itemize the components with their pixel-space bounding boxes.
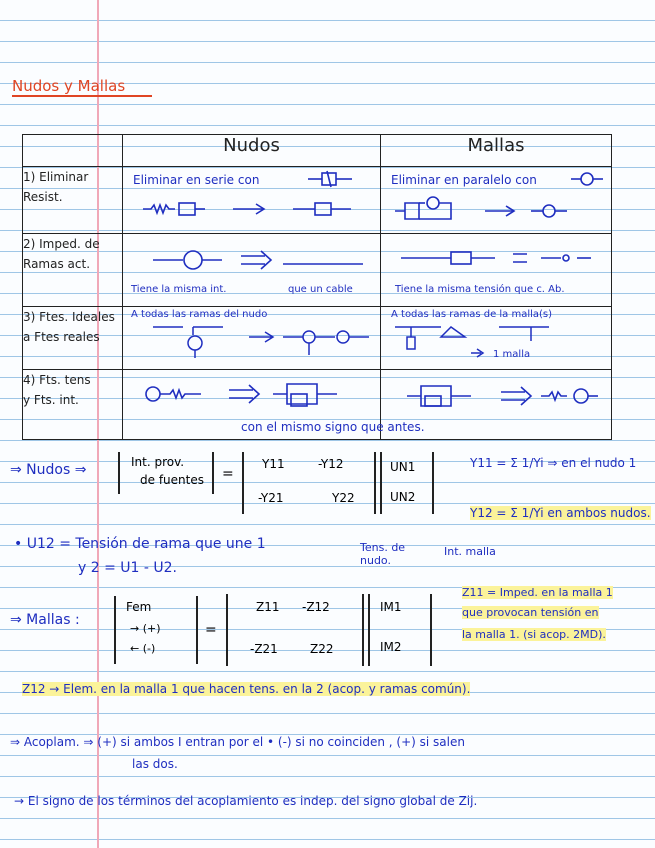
mesh-current-label: Int. malla — [444, 545, 496, 558]
nudos-rhs-2: UN2 — [390, 490, 416, 504]
nudos-note-2b: que un cable — [288, 284, 353, 296]
mallas-m22: Z22 — [310, 642, 334, 656]
row-label-1: 1) Eliminar Resist. — [23, 166, 123, 234]
circuit-current-source — [123, 234, 379, 284]
row-label-3: 3) Ftes. Ideales a Ftes reales — [23, 306, 123, 369]
mallas-note-2: Tiene la misma tensión que c. Ab. — [395, 284, 565, 296]
circuit-parallel-elim — [381, 167, 611, 227]
z11-def-3: la malla 1. (si acop. 2MD). — [462, 628, 606, 641]
y11-definition: Y11 = Σ 1/Yi ⇒ en el nudo 1 — [470, 456, 637, 470]
z12-note: Z12 → Elem. en la malla 1 que hacen tens. en la 2 (acop. y ramas común). — [22, 682, 471, 696]
z11-def-1: Z11 = Imped. en la malla 1 — [462, 586, 613, 599]
cell-mallas-1 — [381, 166, 612, 234]
col-header-nudos: Nudos — [123, 135, 381, 167]
nudos-equals: = — [222, 466, 234, 482]
cell-nudos-2 — [123, 234, 381, 306]
mallas-m11: Z11 — [256, 600, 280, 614]
u12-line2: y 2 = U1 - U2. — [78, 560, 177, 576]
nudos-note-3: A todas las ramas del nudo — [131, 308, 268, 320]
mallas-eq-prefix: ⇒ Mallas : — [10, 612, 80, 628]
signo-note: → El signo de los términos del acoplamiento es indep. del signo global de Zij. — [14, 794, 478, 808]
nudos-rhs-1: UN1 — [390, 460, 416, 474]
cell-nudos-3 — [123, 306, 381, 369]
mallas-sub-3: 1 malla — [493, 348, 531, 360]
cell-mallas-2 — [381, 234, 612, 306]
nudos-eq-prefix: ⇒ Nudos ⇒ — [10, 462, 87, 478]
acoplam-line2: las dos. — [132, 757, 178, 771]
row-label-4: 4) Fts. tens y Fts. int. — [23, 369, 123, 439]
mallas-equals: = — [205, 622, 217, 638]
cell-mallas-4 — [241, 369, 612, 439]
z11-def-2: que provocan tensión en — [462, 606, 599, 619]
y12-definition: Y12 = Σ 1/Yi en ambos nudos. — [470, 506, 651, 520]
circuit-voltage-source — [381, 234, 611, 284]
cell-nudos-1 — [123, 166, 381, 234]
page-title: Nudos y Mallas — [12, 77, 126, 95]
nudos-rule-1: Eliminar en serie con — [133, 172, 260, 187]
mallas-lhs-1: Fem — [126, 600, 152, 614]
mallas-rhs-2: IM2 — [380, 640, 402, 654]
mallas-note-3: A todas las ramas de la malla(s) — [391, 308, 553, 320]
title-underline — [12, 95, 152, 97]
cell-mallas-3 — [381, 306, 612, 369]
nudos-m22: Y22 — [332, 491, 355, 505]
nudos-m11: Y11 — [262, 457, 285, 471]
circuit-series-elim — [123, 167, 379, 227]
mallas-rhs-1: IM1 — [380, 600, 402, 614]
mallas-lhs-2: → (+) — [130, 622, 161, 635]
nudos-m21: -Y21 — [258, 491, 284, 505]
nudos-lhs-line1: Int. prov. — [131, 455, 185, 469]
circuit-ideal-current — [123, 307, 379, 365]
nudos-note-2a: Tiene la misma int. — [131, 284, 227, 296]
corner-cell — [23, 135, 123, 167]
mallas-m21: -Z21 — [250, 642, 278, 656]
acoplam-line1: ⇒ Acoplam. ⇒ (+) si ambos I entran por el • (-) si no coinciden , (+) si salen — [10, 735, 465, 749]
u12-line1: • U12 = Tensión de rama que une 1 — [14, 536, 266, 552]
col-header-mallas: Mallas — [381, 135, 612, 167]
nudos-lhs-line2: de fuentes — [140, 473, 204, 487]
table-footer-note: con el mismo signo que antes. — [241, 419, 425, 434]
mallas-matrix — [226, 594, 364, 666]
mallas-lhs-3: ← (-) — [130, 642, 156, 655]
node-voltage-label: Tens. de nudo. — [360, 541, 406, 567]
comparison-table — [22, 134, 612, 440]
mallas-m12: -Z12 — [302, 600, 330, 614]
mallas-rule-1: Eliminar en paralelo con — [391, 172, 537, 187]
row-label-2: 2) Imped. de Ramas act. — [23, 234, 123, 306]
nudos-m12: -Y12 — [318, 457, 344, 471]
